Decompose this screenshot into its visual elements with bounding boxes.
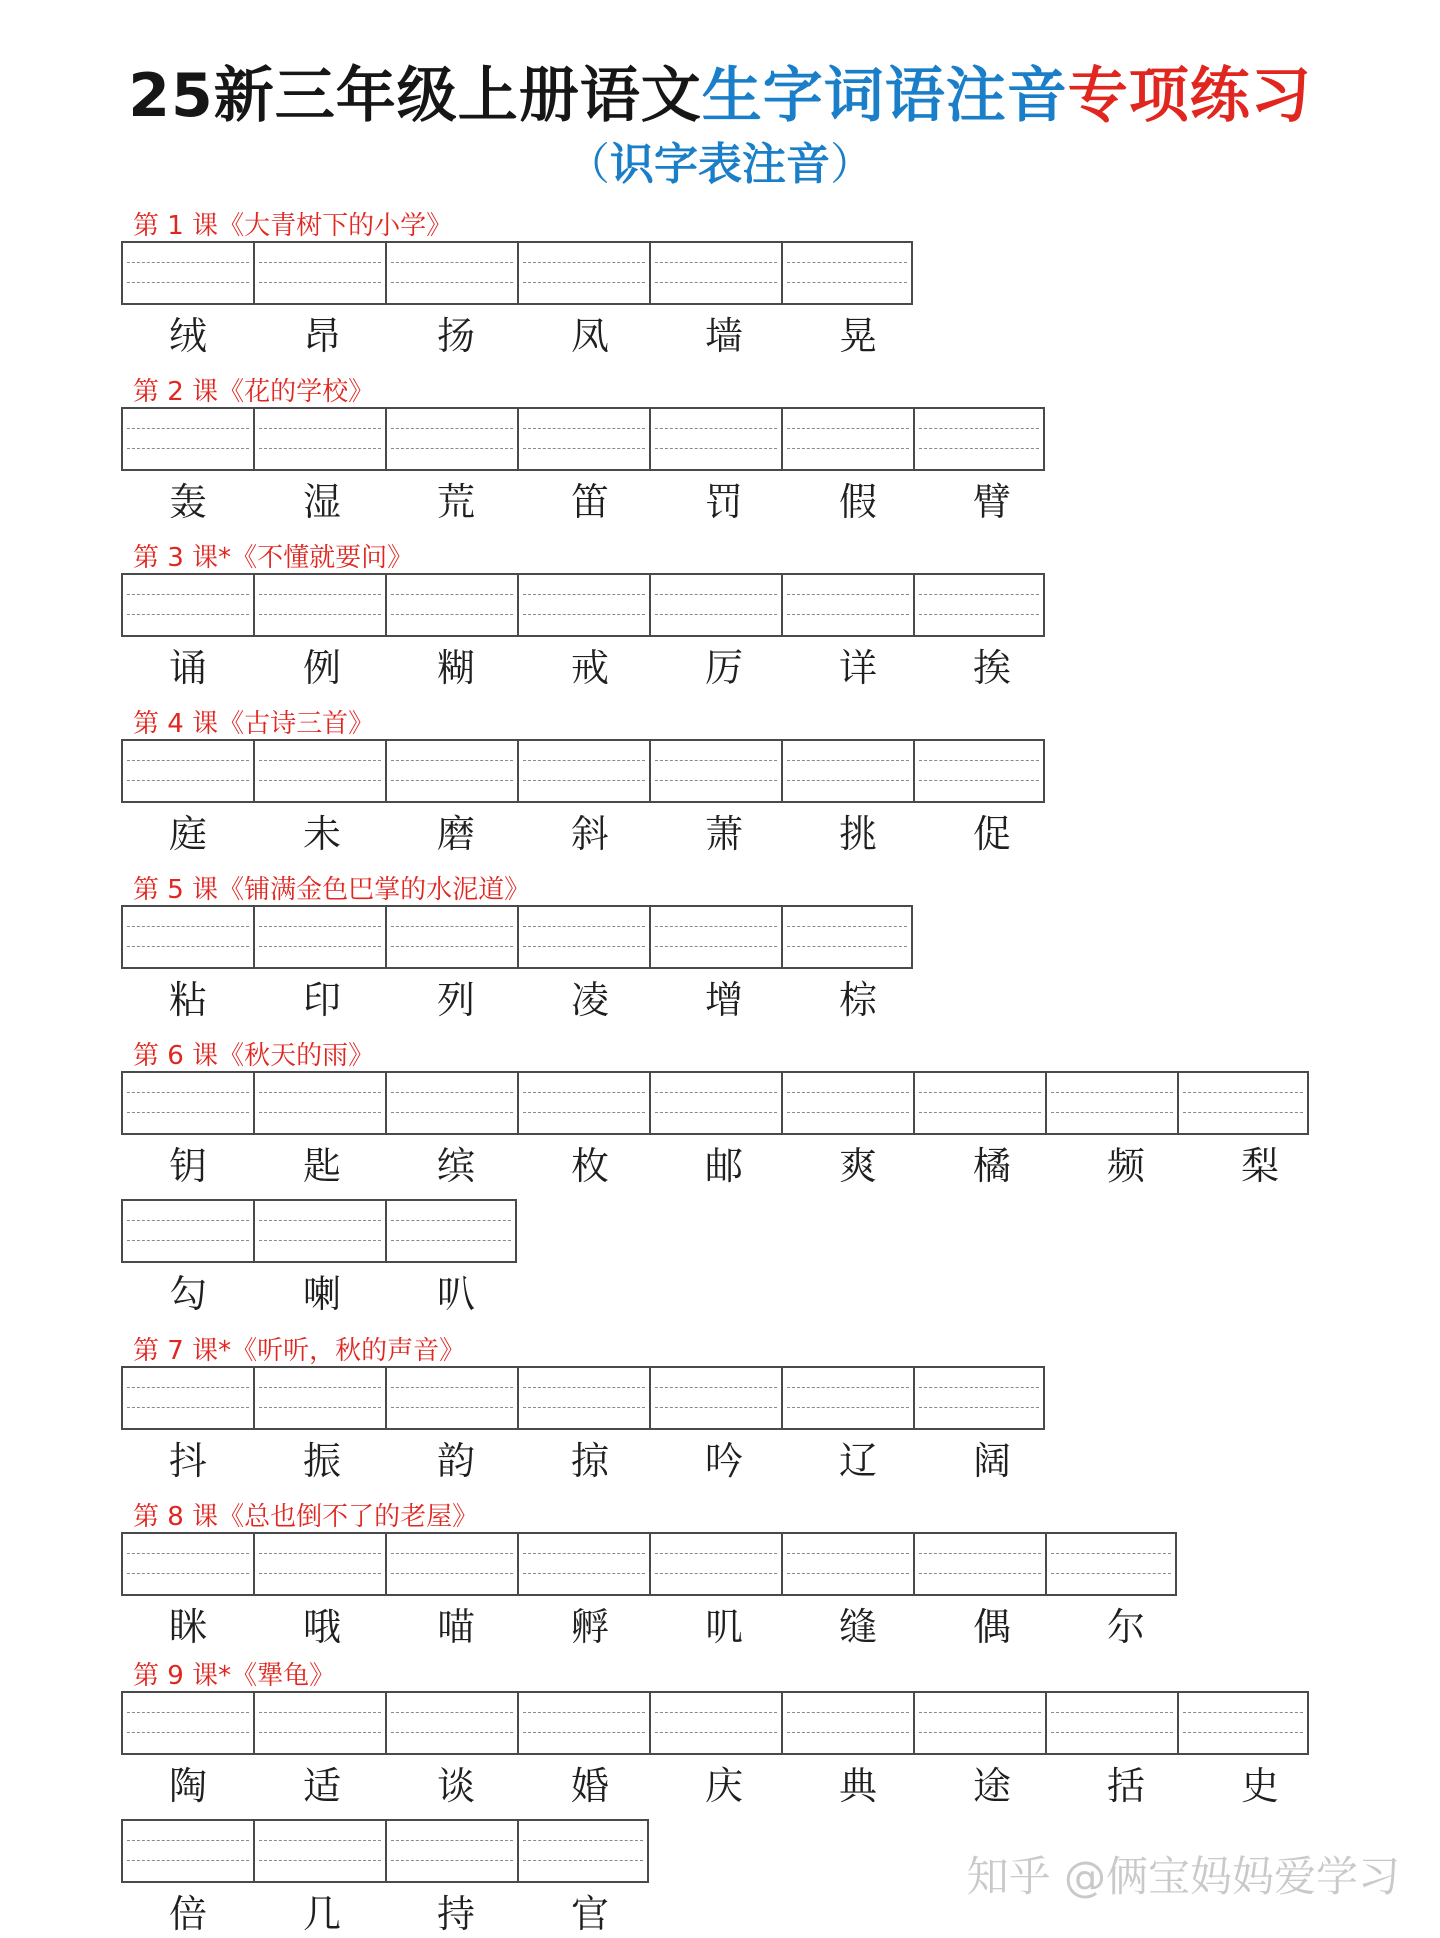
hanzi-character: 叭 [436, 1272, 475, 1316]
pinyin-writing-box[interactable] [253, 1071, 385, 1135]
pinyin-writing-box[interactable] [517, 1532, 649, 1596]
hanzi-character: 史 [1240, 1764, 1279, 1808]
pinyin-writing-box[interactable] [1177, 1071, 1309, 1135]
lesson-title: 第 2 课《花的学校》 [133, 377, 375, 407]
hanzi-character: 眯 [168, 1605, 207, 1649]
pinyin-writing-box[interactable] [121, 1819, 253, 1883]
pinyin-writing-box[interactable] [385, 407, 517, 471]
hanzi-character: 详 [838, 646, 877, 690]
hanzi-character: 诵 [168, 646, 207, 690]
hanzi-character: 梨 [1240, 1144, 1279, 1188]
character-row [121, 1438, 1059, 1484]
hanzi-character: 爽 [838, 1144, 877, 1188]
hanzi-character: 几 [302, 1892, 341, 1936]
pinyin-writing-box[interactable] [253, 407, 385, 471]
hanzi-character: 萧 [704, 812, 743, 856]
pinyin-writing-box[interactable] [385, 1366, 517, 1430]
hanzi-character: 尔 [1106, 1605, 1145, 1649]
pinyin-writing-box[interactable] [649, 1366, 781, 1430]
pinyin-writing-box[interactable] [913, 573, 1045, 637]
hanzi-character: 匙 [302, 1144, 341, 1188]
pinyin-writing-box[interactable] [913, 407, 1045, 471]
pinyin-writing-box[interactable] [385, 1819, 517, 1883]
character-row [121, 811, 1059, 857]
character-row [121, 1271, 523, 1317]
pinyin-writing-box[interactable] [781, 1366, 913, 1430]
pinyin-writing-box[interactable] [781, 241, 913, 305]
character-row [121, 479, 1059, 525]
hanzi-character: 增 [704, 978, 743, 1022]
pinyin-writing-box[interactable] [781, 1691, 913, 1755]
pinyin-grid-row [121, 1071, 1309, 1135]
subtitle-close-paren: ） [830, 139, 874, 190]
pinyin-writing-box[interactable] [649, 1691, 781, 1755]
hanzi-character: 途 [972, 1764, 1011, 1808]
hanzi-character: 掠 [570, 1439, 609, 1483]
pinyin-grid-row [121, 1199, 517, 1263]
pinyin-grid-row [121, 573, 1045, 637]
hanzi-character: 辽 [838, 1439, 877, 1483]
lesson-title: 第 8 课《总也倒不了的老屋》 [133, 1502, 479, 1532]
hanzi-character: 庆 [704, 1764, 743, 1808]
title-part-practice: 专项练习 [1067, 61, 1312, 131]
pinyin-writing-box[interactable] [781, 1071, 913, 1135]
lesson-title: 第 4 课《古诗三首》 [133, 709, 375, 739]
character-row [121, 1143, 1327, 1189]
hanzi-character: 喵 [436, 1605, 475, 1649]
pinyin-writing-box[interactable] [649, 241, 781, 305]
lesson-title: 第 5 课《铺满金色巴掌的水泥道》 [133, 875, 531, 905]
hanzi-character: 吟 [704, 1439, 743, 1483]
hanzi-character: 棕 [838, 978, 877, 1022]
hanzi-character: 邮 [704, 1144, 743, 1188]
hanzi-character: 缝 [838, 1605, 877, 1649]
pinyin-writing-box[interactable] [913, 1071, 1045, 1135]
character-row [121, 1604, 1193, 1650]
character-row [121, 1763, 1327, 1809]
pinyin-writing-box[interactable] [781, 905, 913, 969]
pinyin-writing-box[interactable] [121, 241, 253, 305]
pinyin-writing-box[interactable] [385, 241, 517, 305]
hanzi-character: 喇 [302, 1272, 341, 1316]
pinyin-writing-box[interactable] [517, 905, 649, 969]
pinyin-grid-row [121, 1532, 1177, 1596]
hanzi-character: 韵 [436, 1439, 475, 1483]
pinyin-writing-box[interactable] [121, 407, 253, 471]
hanzi-character: 假 [838, 480, 877, 524]
hanzi-character: 罚 [704, 480, 743, 524]
page-title [0, 48, 1440, 134]
pinyin-writing-box[interactable] [913, 1366, 1045, 1430]
pinyin-writing-box[interactable] [253, 1366, 385, 1430]
pinyin-writing-box[interactable] [121, 1532, 253, 1596]
pinyin-writing-box[interactable] [121, 1071, 253, 1135]
hanzi-character: 笛 [570, 480, 609, 524]
pinyin-grid-row [121, 407, 1045, 471]
pinyin-writing-box[interactable] [517, 1071, 649, 1135]
hanzi-character: 昂 [302, 314, 341, 358]
pinyin-writing-box[interactable] [517, 573, 649, 637]
pinyin-writing-box[interactable] [385, 1532, 517, 1596]
pinyin-writing-box[interactable] [253, 241, 385, 305]
hanzi-character: 枚 [570, 1144, 609, 1188]
pinyin-writing-box[interactable] [121, 1199, 253, 1263]
pinyin-writing-box[interactable] [385, 739, 517, 803]
hanzi-character: 钥 [168, 1144, 207, 1188]
pinyin-writing-box[interactable] [913, 739, 1045, 803]
pinyin-writing-box[interactable] [649, 905, 781, 969]
pinyin-writing-box[interactable] [385, 1199, 517, 1263]
lesson-title: 第 3 课*《不懂就要问》 [133, 543, 414, 573]
hanzi-character: 扬 [436, 314, 475, 358]
hanzi-character: 臂 [972, 480, 1011, 524]
hanzi-character: 列 [436, 978, 475, 1022]
pinyin-writing-box[interactable] [1045, 1071, 1177, 1135]
hanzi-character: 典 [838, 1764, 877, 1808]
pinyin-writing-box[interactable] [1045, 1691, 1177, 1755]
pinyin-writing-box[interactable] [517, 241, 649, 305]
pinyin-writing-box[interactable] [517, 407, 649, 471]
pinyin-writing-box[interactable] [385, 573, 517, 637]
pinyin-writing-box[interactable] [253, 905, 385, 969]
pinyin-writing-box[interactable] [649, 1532, 781, 1596]
subtitle-text: 识字表注音 [610, 139, 830, 190]
pinyin-writing-box[interactable] [1177, 1691, 1309, 1755]
pinyin-writing-box[interactable] [517, 1819, 649, 1883]
hanzi-character: 偶 [972, 1605, 1011, 1649]
pinyin-writing-box[interactable] [121, 1366, 253, 1430]
hanzi-character: 挑 [838, 812, 877, 856]
hanzi-character: 陶 [168, 1764, 207, 1808]
hanzi-character: 缤 [436, 1144, 475, 1188]
pinyin-writing-box[interactable] [253, 1199, 385, 1263]
pinyin-grid-row [121, 905, 913, 969]
pinyin-writing-box[interactable] [781, 1532, 913, 1596]
character-row [121, 1891, 657, 1937]
hanzi-character: 印 [302, 978, 341, 1022]
pinyin-writing-box[interactable] [781, 739, 913, 803]
pinyin-writing-box[interactable] [253, 573, 385, 637]
character-row [121, 977, 925, 1023]
pinyin-grid-row [121, 1819, 649, 1883]
pinyin-writing-box[interactable] [913, 1691, 1045, 1755]
hanzi-character: 磨 [436, 812, 475, 856]
pinyin-grid-row [121, 739, 1045, 803]
title-part-topic: 生字词语注音 [701, 61, 1068, 131]
hanzi-character: 叽 [704, 1605, 743, 1649]
hanzi-character: 括 [1106, 1764, 1145, 1808]
hanzi-character: 绒 [168, 314, 207, 358]
pinyin-writing-box[interactable] [385, 905, 517, 969]
hanzi-character: 未 [302, 812, 341, 856]
pinyin-writing-box[interactable] [385, 1071, 517, 1135]
pinyin-writing-box[interactable] [1045, 1532, 1177, 1596]
hanzi-character: 振 [302, 1439, 341, 1483]
pinyin-writing-box[interactable] [121, 573, 253, 637]
hanzi-character: 例 [302, 646, 341, 690]
hanzi-character: 橘 [972, 1144, 1011, 1188]
pinyin-writing-box[interactable] [781, 573, 913, 637]
hanzi-character: 持 [436, 1892, 475, 1936]
hanzi-character: 婚 [570, 1764, 609, 1808]
hanzi-character: 抖 [168, 1439, 207, 1483]
pinyin-writing-box[interactable] [385, 1691, 517, 1755]
hanzi-character: 墙 [704, 314, 743, 358]
pinyin-writing-box[interactable] [649, 1071, 781, 1135]
hanzi-character: 厉 [704, 646, 743, 690]
subtitle-open-paren: （ [566, 139, 610, 190]
hanzi-character: 官 [570, 1892, 609, 1936]
title-part-grade: 25新三年级上册语文 [128, 61, 702, 131]
watermark: 知乎 @俩宝妈妈爱学习 [966, 1852, 1400, 1901]
pinyin-grid-row [121, 1366, 1045, 1430]
pinyin-writing-box[interactable] [253, 1819, 385, 1883]
lesson-title: 第 6 课《秋天的雨》 [133, 1041, 375, 1071]
pinyin-grid-row [121, 1691, 1309, 1755]
page-subtitle [0, 128, 1440, 192]
hanzi-character: 哦 [302, 1605, 341, 1649]
hanzi-character: 庭 [168, 812, 207, 856]
hanzi-character: 促 [972, 812, 1011, 856]
character-row [121, 645, 1059, 691]
pinyin-writing-box[interactable] [121, 1691, 253, 1755]
pinyin-writing-box[interactable] [121, 739, 253, 803]
hanzi-character: 斜 [570, 812, 609, 856]
pinyin-writing-box[interactable] [649, 739, 781, 803]
pinyin-writing-box[interactable] [253, 1691, 385, 1755]
pinyin-grid-row [121, 241, 913, 305]
hanzi-character: 勾 [168, 1272, 207, 1316]
pinyin-writing-box[interactable] [253, 739, 385, 803]
hanzi-character: 糊 [436, 646, 475, 690]
hanzi-character: 阔 [972, 1439, 1011, 1483]
hanzi-character: 晃 [838, 314, 877, 358]
lesson-title: 第 9 课*《犟龟》 [133, 1661, 336, 1691]
pinyin-writing-box[interactable] [121, 905, 253, 969]
pinyin-writing-box[interactable] [913, 1532, 1045, 1596]
hanzi-character: 谈 [436, 1764, 475, 1808]
hanzi-character: 凤 [570, 314, 609, 358]
hanzi-character: 适 [302, 1764, 341, 1808]
pinyin-writing-box[interactable] [517, 1691, 649, 1755]
hanzi-character: 凌 [570, 978, 609, 1022]
hanzi-character: 频 [1106, 1144, 1145, 1188]
hanzi-character: 荒 [436, 480, 475, 524]
character-row [121, 313, 925, 359]
hanzi-character: 挨 [972, 646, 1011, 690]
hanzi-character: 倍 [168, 1892, 207, 1936]
pinyin-writing-box[interactable] [517, 739, 649, 803]
pinyin-writing-box[interactable] [649, 407, 781, 471]
lesson-title: 第 7 课*《听听，秋的声音》 [133, 1336, 466, 1366]
hanzi-character: 孵 [570, 1605, 609, 1649]
pinyin-writing-box[interactable] [253, 1532, 385, 1596]
hanzi-character: 粘 [168, 978, 207, 1022]
hanzi-character: 戒 [570, 646, 609, 690]
hanzi-character: 轰 [168, 480, 207, 524]
pinyin-writing-box[interactable] [517, 1366, 649, 1430]
hanzi-character: 湿 [302, 480, 341, 524]
pinyin-writing-box[interactable] [649, 573, 781, 637]
pinyin-writing-box[interactable] [781, 407, 913, 471]
lesson-title: 第 1 课《大青树下的小学》 [133, 211, 453, 241]
